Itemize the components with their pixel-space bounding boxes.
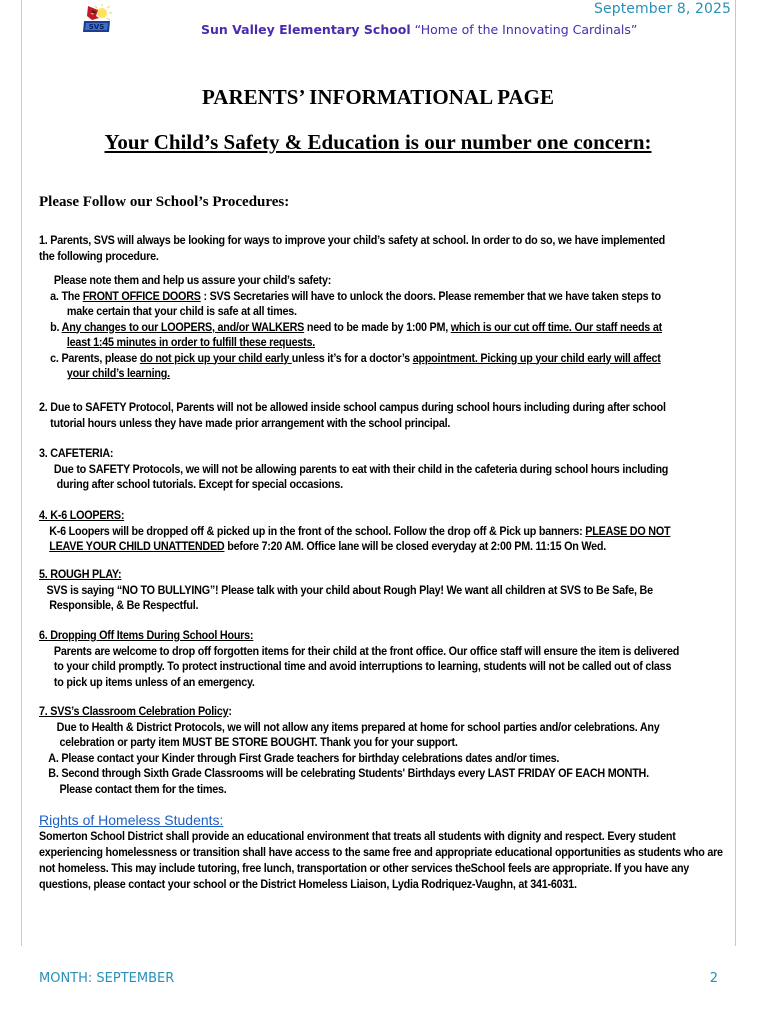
svg-text:SVS: SVS: [88, 23, 105, 31]
procedure-item-2: [39, 400, 681, 431]
item-1c: [39, 351, 681, 382]
item-1c-prefix: c. Parents, please: [50, 351, 140, 365]
header-date: September 8, 2025: [594, 1, 731, 17]
item-6-heading: 6. Dropping Off Items During School Hours:: [39, 629, 254, 642]
page-title: PARENTS’ INFORMATIONAL PAGE: [202, 85, 554, 109]
item-5-text: SVS is saying “NO TO BULLYING”! Please talk with your child about Rough Play! We want all children at SVS to Be Safe, Be Responsible, & Be Respectful.: [46, 583, 653, 612]
school-header: [201, 22, 637, 37]
item-1b-middle: need to be made by 1:00 PM,: [304, 320, 451, 334]
procedure-item-7: [39, 704, 681, 797]
homeless-rights-heading: Rights of Homeless Students:: [39, 812, 224, 828]
item-7-heading: 7. SVS’s Classroom Celebration Policy: [39, 705, 229, 718]
item-1a: [39, 289, 681, 320]
school-tagline: “Home of the Innovating Cardinals”: [414, 22, 638, 37]
item-4-text-underlined: PLEASE DO NOT LEAVE YOUR CHILD UNATTENDED: [49, 524, 671, 553]
item-1c-underlined-1: do not pick up your child early: [139, 351, 292, 365]
item-7-heading-colon: :: [228, 705, 232, 718]
item-5-heading: 5. ROUGH PLAY:: [39, 568, 122, 581]
school-name: Sun Valley Elementary School: [201, 22, 411, 37]
item-4-text-before: K-6 Loopers will be dropped off & picked up in the front of the school. Follow the drop off & Pick up banners:: [49, 524, 586, 538]
item-4-text: [39, 524, 681, 555]
item-7a: A. Please contact your Kinder through First Grade teachers for birthday celebrations dates and/or times.: [48, 751, 560, 765]
item-3-text: Due to SAFETY Protocols, we will not be allowing parents to eat with their child in the cafeteria during school hours including during after school tutorials. Except for special occasions.: [53, 462, 669, 491]
procedure-item-3: [39, 446, 681, 493]
item-6-text: Parents are welcome to drop off forgotten items for their child at the front office. Our office staff will ensure the item is delivered to your child promptly. To protect instructional time and avoid interruptions to learning, students will not be called out of class to pick up items unless of an emergency.: [53, 644, 680, 689]
item-4-heading: 4. K-6 LOOPERS:: [39, 509, 125, 522]
item-1b-underlined-2: which is our cut off time. Our staff needs at least 1:45 minutes in order to fulfill these requests.: [66, 320, 662, 349]
item-1a-underlined: FRONT OFFICE DOORS: [82, 289, 201, 303]
item-7-text: Due to Health & District Protocols, we will not allow any items prepared at home for school parties and/or celebrations. Any celebration or party item MUST BE STORE BOUGHT. Thank you for your support.: [56, 720, 660, 749]
procedure-item-5: [39, 567, 681, 614]
item-2-text: 2. Due to SAFETY Protocol, Parents will not be allowed inside school campus during school hours including during after school tutorial hours unless they have made prior arrangement with the school principal.: [39, 401, 666, 430]
homeless-rights-text: Somerton School District shall provide an educational environment that treats all students with dignity and respect. Every student experiencing homelessness or transition shall have access to the same free and appropriate educational opportunities as students who are not homeless. This may include tutoring, free lunch, transportation or other services theSchool feels are appropriate. If you have any questions, please contact your school or the District Homeless Liaison, Lydia Rodriquez-Vaughn, at 341-6031.: [39, 830, 723, 891]
page-subtitle: Your Child’s Safety & Education is our number one concern:: [104, 130, 652, 154]
procedure-item-4: [39, 508, 681, 555]
item-1c-middle: unless it’s for a doctor’s: [291, 351, 413, 365]
cardinal-svs-logo-icon: [80, 4, 114, 34]
item-1-intro: Please note them and help us assure your child’s safety:: [53, 274, 332, 287]
item-1-text: 1. Parents, SVS will always be looking for ways to improve your child’s safety at school. In order to do so, we have implemented the following procedure.: [39, 234, 665, 263]
item-1b: [39, 320, 681, 351]
item-1b-underlined-1: Any changes to our LOOPERS, and/or WALKERS: [61, 320, 305, 334]
procedure-item-1: [39, 233, 681, 382]
item-4-text-after: before 7:20 AM. Office lane will be closed everyday at 2:00 PM. 11:15 On Wed.: [224, 540, 607, 553]
item-1a-prefix: a. The: [50, 289, 83, 303]
item-7-heading-line: [39, 704, 681, 720]
footer-page-number: 2: [709, 971, 718, 986]
item-7b: B. Second through Sixth Grade Classrooms will be celebrating Students' Birthdays every LAST FRIDAY OF EACH MONTH. Please contact them for the times.: [48, 767, 649, 796]
procedures-heading: Please Follow our School’s Procedures:: [39, 194, 290, 210]
item-3-heading: 3. CAFETERIA:: [39, 447, 114, 460]
item-1a-rest: : SVS Secretaries will have to unlock the doors. Please remember that we have taken steps to make certain that your child is safe at all times.: [66, 289, 661, 318]
item-1c-underlined-2: appointment. Picking up your child early will affect your child’s learning.: [66, 351, 661, 380]
footer-month: MONTH: SEPTEMBER: [39, 971, 175, 986]
procedure-item-6: [39, 628, 681, 690]
item-1b-prefix: b.: [50, 320, 62, 334]
